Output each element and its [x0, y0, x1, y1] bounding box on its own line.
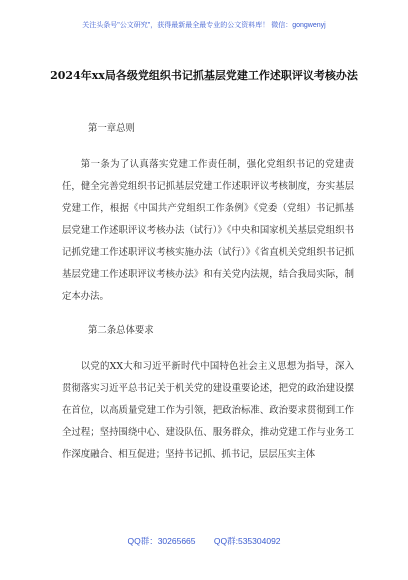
footer-qq-group-2: QQ群:535304092: [213, 536, 281, 546]
chapter-heading: 第一章总则: [88, 123, 135, 134]
document-body: [62, 118, 354, 466]
article-2-heading: 第二条总体要求: [88, 325, 154, 336]
footer-qq-group-1: QQ群：30265665: [127, 536, 196, 546]
document-title: 2024年xx局各级党组织书记抓基层党建工作述职评议考核办法: [50, 69, 358, 82]
article-2-paragraph: 以党的XX大和习近平新时代中国特色社会主义思想为指导，深入贯彻落实习近平总书记关于机关党的建设重要论述，把党的政治建设摆在首位，以高质量党建工作为引领，把政治标准、政治要求贯彻到工作全过程；坚持围绕中心、建设队伍、服务群众，推动党建工作与业务工作深度融合、相互促进；坚持书记抓、抓书记，层层压实主体: [62, 361, 354, 460]
footer: [0, 535, 408, 547]
article-1-paragraph: 第一条为了认真落实党建工作责任制，强化党组织书记的党建责任，健全完善党组织书记抓基层党建工作述职评议考核制度，夯实基层党建工作，根据《中国共产党组织工作条例》《党委（党组）书记抓基层党建工作述职评议考核办法（试行）》《中央和国家机关基层党组织书记抓党建工作述职评议考核实施办法（试行）》《省直机关党组织书记抓基层党建工作述职评议考核办法》和有关党内法规，结合我局实际，制定本办法。: [62, 159, 354, 302]
header-banner: 关注头条号"公文研究"，获得最新最全最专业的公文资料库！ 微信：gongwenyj: [82, 22, 326, 29]
